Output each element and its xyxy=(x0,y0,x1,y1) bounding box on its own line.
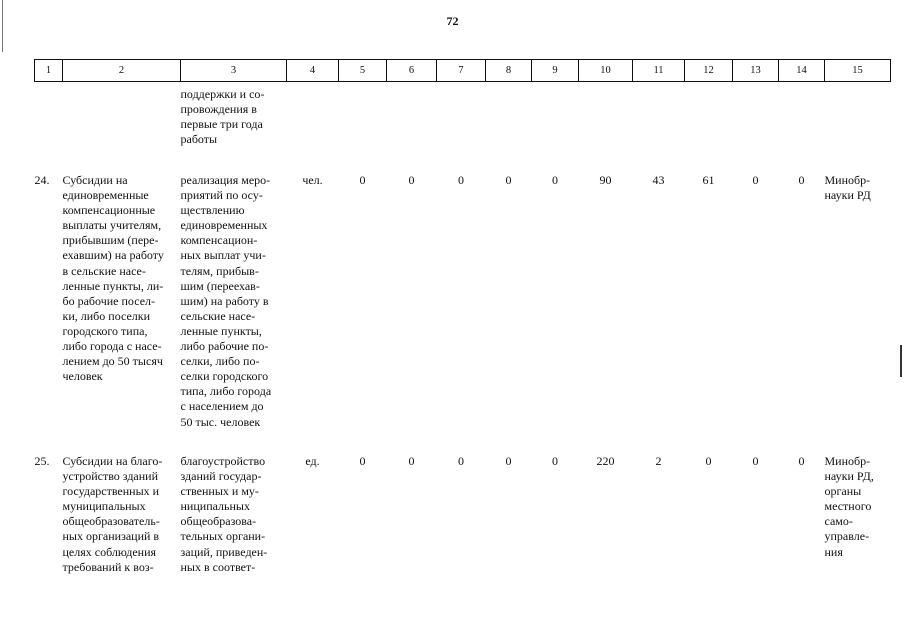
measure-name: Субсидии на благо- устройство зданий государственных и муниципальных общеобразователь- ных организаций в целях соблюдения требований к воз- xyxy=(62,454,163,574)
scan-edge-mark xyxy=(2,0,3,52)
value-cell: 43 xyxy=(652,173,665,187)
activity-description: благоустройство зданий государ- ственных и му- ниципальных общеобразова- тельных органи- заций, приведен- ных в соответ- xyxy=(180,454,268,574)
value-cell: 0 xyxy=(705,454,712,468)
value-cell: 90 xyxy=(599,173,612,187)
value-cell: 0 xyxy=(408,173,415,187)
program-table xyxy=(34,59,891,594)
value-cell: 0 xyxy=(552,454,558,468)
column-header: 7 xyxy=(437,60,486,82)
value-cell: 0 xyxy=(552,173,558,187)
table-row xyxy=(35,454,891,594)
page-number: 72 xyxy=(446,14,459,28)
measure-name: Субсидии на единовременные компенсационные выплаты учителям, прибывшим (пере- ехавшим) на работу в сельские насе- ленные пункты, ли- бо рабочие посел- ки, либо поселки городского типа, либо города с насе- лением до 50 тысяч человек xyxy=(62,173,164,384)
column-header: 6 xyxy=(387,60,437,82)
table-row xyxy=(35,173,891,454)
responsible-organization: Минобр- науки РД xyxy=(824,173,871,203)
value-cell: 61 xyxy=(702,173,715,187)
column-header: 10 xyxy=(579,60,633,82)
unit-of-measure: ед. xyxy=(305,454,320,468)
activity-description: поддержки и со- провождения в первые три года работы xyxy=(180,87,265,147)
activity-description: реализация меро- приятий по осу- ществлению единовременных компенсацион- ных выплат учи- телям, прибыв- шим (переехав- шим) на работу в сельские насе- ленные пункты, либо рабочие по- селки, либо по- селки городского типа, либо города с населением до 50 тыс. человек xyxy=(180,173,272,429)
column-header: 9 xyxy=(532,60,579,82)
column-header: 11 xyxy=(633,60,685,82)
column-header: 13 xyxy=(733,60,779,82)
value-cell: 0 xyxy=(798,454,805,468)
column-header: 1 xyxy=(35,60,63,82)
value-cell: 2 xyxy=(655,454,662,468)
table-row-continuation xyxy=(35,82,891,174)
column-header: 3 xyxy=(181,60,287,82)
value-cell: 0 xyxy=(752,454,759,468)
value-cell: 0 xyxy=(752,173,759,187)
responsible-organization: Минобр- науки РД, органы местного само- управле- ния xyxy=(824,454,874,559)
value-cell: 0 xyxy=(408,454,415,468)
column-header: 2 xyxy=(63,60,181,82)
column-header: 14 xyxy=(779,60,825,82)
row-number: 25. xyxy=(34,454,50,468)
value-cell: 0 xyxy=(458,173,464,187)
unit-of-measure: чел. xyxy=(302,173,323,187)
column-header: 15 xyxy=(825,60,891,82)
value-cell: 0 xyxy=(359,454,366,468)
column-header: 4 xyxy=(287,60,339,82)
value-cell: 0 xyxy=(798,173,805,187)
value-cell: 0 xyxy=(458,454,464,468)
value-cell: 0 xyxy=(359,173,366,187)
column-header: 12 xyxy=(685,60,733,82)
column-header: 8 xyxy=(486,60,532,82)
row-number: 24. xyxy=(34,173,50,187)
column-number-header-row xyxy=(35,60,891,82)
value-cell: 220 xyxy=(596,454,615,468)
value-cell: 0 xyxy=(505,454,512,468)
value-cell: 0 xyxy=(505,173,512,187)
scan-edge-mark xyxy=(900,345,902,377)
column-header: 5 xyxy=(339,60,387,82)
